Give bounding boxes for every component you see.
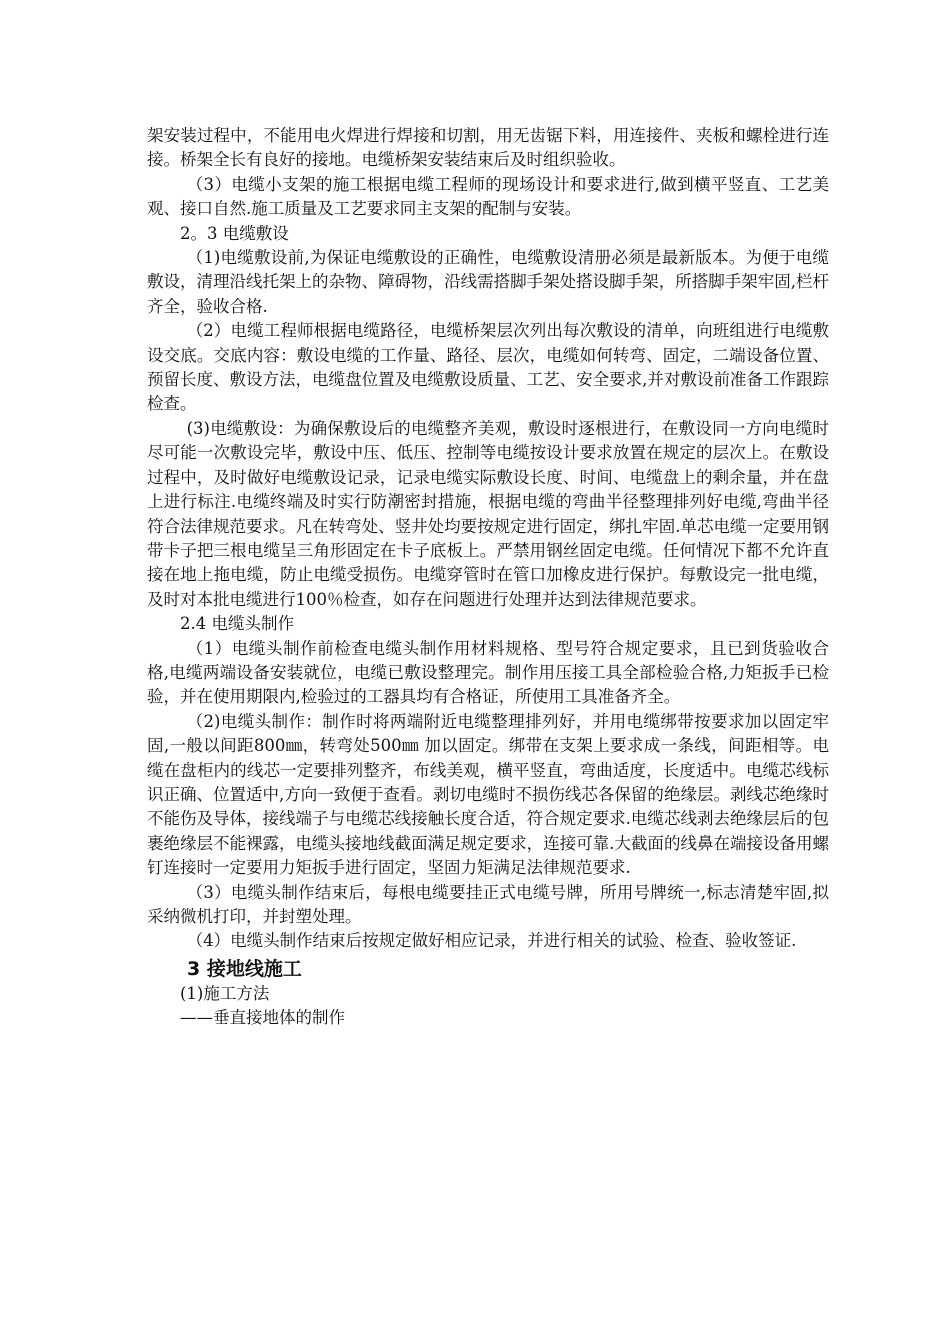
paragraph-head-making: （2)电缆头制作：制作时将两端附近电缆整理排列好，并用电缆绑带按要求加以固定牢固,一般以间距800㎜，转弯处500㎜ 加以固定。绑带在支架上要求成一条线，间距相等。电缆在盘柜内的线芯一定要排列整齐，布线美观，横平竖直，弯曲适度，长度适中。电缆芯线标识正确、位置适中,方向一致便于查看。剥切电缆时不损伤线芯各保留的绝缘层。剥线芯绝缘时不能伤及导体，接线端子与电缆芯线接触长度合适，符合规定要求.电缆芯线剥去绝缘层后的包裹绝缘层不能裸露，电缆头接地线截面满足规定要求，连接可靠.大截面的线鼻在端接设备用螺钉连接时一定要用力矩扳手进行固定，坚固力矩满足法律规范要求. [147, 711, 829, 878]
heading-cable-head: 2.4 电缆头制作 [180, 614, 294, 634]
heading-cable-laying: 2。3 电缆敷设 [180, 223, 289, 243]
paragraph-head-tag: （3）电缆头制作结束后，每根电缆要挂正式电缆号牌，所用号牌统一,标志清楚牢固,拟采纳微机打印，并封塑处理。 [147, 882, 829, 926]
paragraph-head-record: （4）电缆头制作结束后按规定做好相应记录，并进行相关的试验、检查、验收签证. [186, 931, 797, 951]
paragraph-small-bracket: （3）电缆小支架的施工根据电缆工程师的现场设计和要求进行,做到横平竖直、工艺美观、接口自然.施工质量及工艺要求同主支架的配制与安装。 [147, 174, 829, 219]
sub-item-vertical-ground: ——垂直接地体的制作 [180, 1008, 345, 1028]
paragraph-laying-briefing: （2）电缆工程师根据电缆路径，电缆桥架层次列出每次敷设的清单，向班组进行电缆敷设交底。交底内容：敷设电缆的工作量、路径、层次，电缆如何转弯、固定，二端设备位置、预留长度、敷设方法，电缆盘位置及电缆敷设质量、工艺、安全要求,并对敷设前准备工作跟踪检查。 [147, 321, 829, 414]
sub-item-method: (1)施工方法 [180, 983, 270, 1003]
section-title-grounding: 3 接地线施工 [187, 957, 302, 980]
paragraph-head-check: （1）电缆头制作前检查电缆头制作用材料规格、型号符合规定要求，且已到货验收合格,电缆两端设备安装就位，电缆已敷设整理完。制作用压接工具全部检验合格,力矩扳手已检验，并在使用期限内,检验过的工器具均有合格证，所使用工具准备齐全。 [147, 638, 829, 707]
paragraph-bridge-install: 架安装过程中，不能用电火焊进行焊接和切割，用无齿锯下料，用连接件、夹板和螺栓进行连接。桥架全长有良好的接地。电缆桥架安装结束后及时组织验收。 [147, 126, 829, 170]
document-body [147, 124, 829, 1031]
paragraph-laying-prep: （1)电缆敷设前,为保证电缆敷设的正确性，电缆敷设清册必须是最新版本。为便于电缆敷设，清理沿线托架上的杂物、障碍物，沿线需搭脚手架处搭设脚手架，所搭脚手架牢固,栏杆齐全，验收合格. [147, 248, 829, 316]
paragraph-laying-process: (3)电缆敷设：为确保敷设后的电缆整齐美观，敷设时逐根进行，在敷设同一方向电缆时尽可能一次敷设完毕，敷设中压、低压、控制等电缆按设计要求放置在规定的层次上。在敷设过程中，及时做好电缆敷设记录，记录电缆实际敷设长度、时间、电缆盘上的剩余量，并在盘上进行标注.电缆终端及时实行防潮密封措施，根据电缆的弯曲半径整理排列好电缆,弯曲半径符合法律规范要求。凡在转弯处、竖井处均要按规定进行固定，绑扎牢固.单芯电缆一定要用钢带卡子把三根电缆呈三角形固定在卡子底板上。严禁用钢丝固定电缆。任何情况下都不允许直接在地上拖电缆，防止电缆受损伤。电缆穿管时在管口加橡皮进行保护。每敷设完一批电缆，及时对本批电缆进行100％检查，如存在问题进行处理并达到法律规范要求。 [147, 418, 829, 609]
